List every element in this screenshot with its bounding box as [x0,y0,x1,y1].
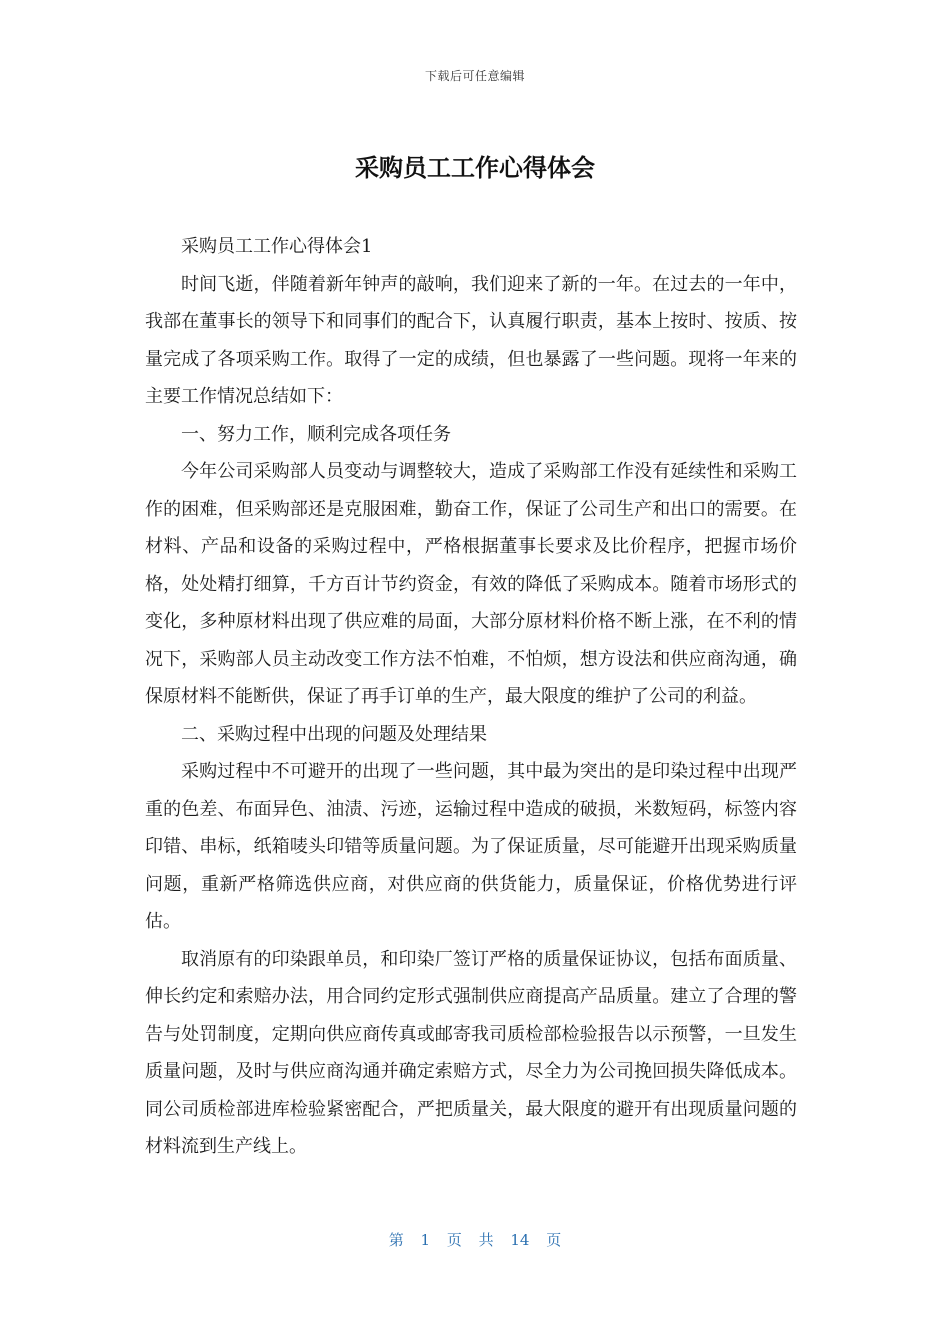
body-paragraph: 取消原有的印染跟单员，和印染厂签订严格的质量保证协议，包括布面质量、伸长约定和索赔办法，用合同约定形式强制供应商提高产品质量。建立了合理的警告与处罚制度，定期向供应商传真或邮寄我司质检部检验报告以示预警，一旦发生质量问题，及时与供应商沟通并确定索赔方式，尽全力为公司挽回损失降低成本。同公司质检部进库检验紧密配合，严把质量关，最大限度的避开有出现质量问题的材料流到生产线上。 [145,948,797,1157]
document-body [145,228,797,1166]
subtitle-paragraph: 采购员工工作心得体会1 [181,236,373,257]
section-heading: 二、采购过程中出现的问题及处理结果 [181,723,487,745]
page-number-footer: 第 1 页 共 14 页 [388,1231,562,1249]
body-paragraph: 时间飞逝，伴随着新年钟声的敲响，我们迎来了新的一年。在过去的一年中，我部在董事长的领导下和同事们的配合下，认真履行职责，基本上按时、按质、按量完成了各项采购工作。取得了一定的成绩，但也暴露了一些问题。现将一年来的主要工作情况总结如下： [145,273,797,407]
body-paragraph: 今年公司采购部人员变动与调整较大，造成了采购部工作没有延续性和采购工作的困难，但采购部还是克服困难，勤奋工作，保证了公司生产和出口的需要。在材料、产品和设备的采购过程中，严格根据董事长要求及比价程序，把握市场价格，处处精打细算，千方百计节约资金，有效的降低了采购成本。随着市场形式的变化，多种原材料出现了供应难的局面，大部分原材料价格不断上涨，在不利的情况下，采购部人员主动改变工作方法不怕难，不怕烦，想方设法和供应商沟通，确保原材料不能断供，保证了再手订单的生产，最大限度的维护了公司的利益。 [145,461,797,707]
section-heading: 一、努力工作，顺利完成各项任务 [181,423,451,445]
page-header-note: 下载后可任意编辑 [424,69,525,83]
body-paragraph: 采购过程中不可避开的出现了一些问题，其中最为突出的是印染过程中出现严重的色差、布面异色、油渍、污迹，运输过程中造成的破损，米数短码，标签内容印错、串标，纸箱唛头印错等质量问题。为了保证质量，尽可能避开出现采购质量问题，重新严格筛选供应商，对供应商的供货能力，质量保证，价格优势进行评估。 [145,761,797,932]
document-title: 采购员工工作心得体会 [355,154,595,182]
